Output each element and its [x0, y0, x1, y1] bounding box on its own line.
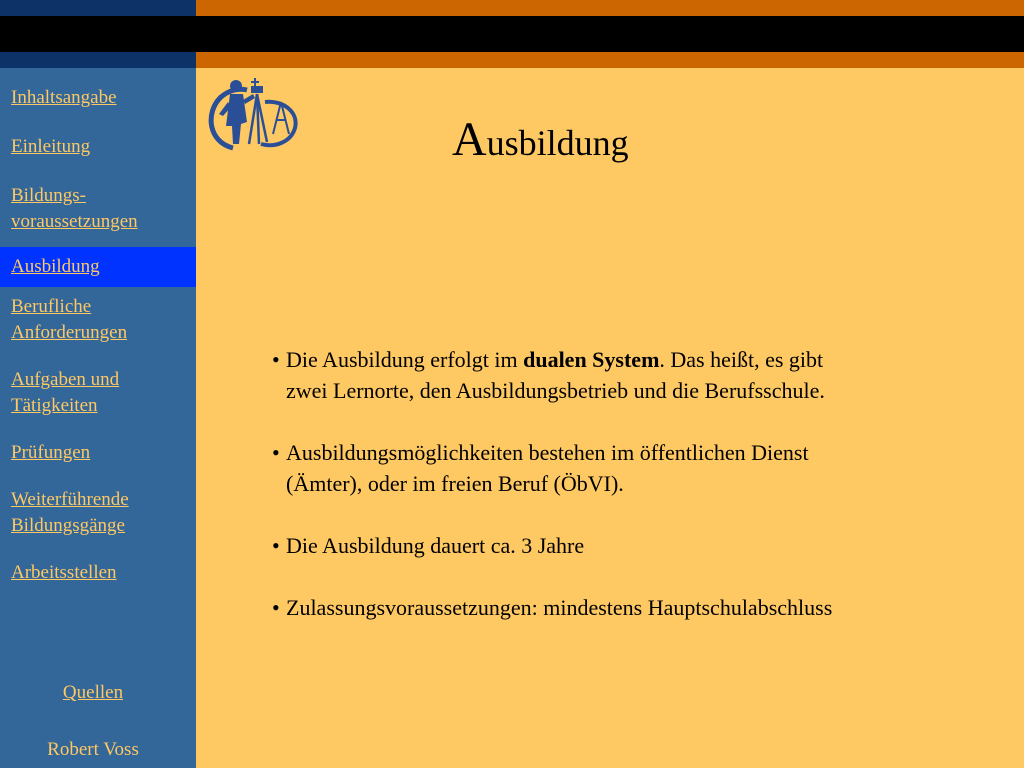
- sidebar-item-aufgaben-und-taetigkeiten[interactable]: [0, 367, 196, 419]
- sidebar-item-berufliche-anforderungen[interactable]: [0, 294, 196, 346]
- bullet-text: . Das heißt, es gibt: [659, 347, 824, 372]
- bullet-line: Die Ausbildung dauert ca. 3 Jahre: [286, 533, 585, 558]
- sidebar-item-label-line2: Anforderungen: [11, 322, 128, 343]
- bullet-line-2: (Ämter), oder im freien Beruf (ÖbVI).: [286, 471, 624, 496]
- bullet-marker: •: [272, 595, 280, 620]
- header-bar-left: [0, 0, 196, 16]
- bullet-line: Ausbildungsmöglichkeiten bestehen im öffentlichen Dienst: [286, 440, 809, 465]
- sources-link[interactable]: Quellen: [62, 682, 124, 703]
- sidebar-item-label-line1: Aufgaben und: [11, 369, 120, 390]
- page-title: [452, 112, 629, 167]
- sidebar-item-label-line2: Tätigkeiten: [11, 395, 98, 416]
- bullet-item: [272, 344, 972, 406]
- surveyor-with-theodolite-icon: [203, 72, 303, 158]
- bullet-marker: •: [272, 533, 280, 558]
- sidebar-item-label-line2: Bildungsgänge: [11, 515, 125, 536]
- sidebar-item-weiterfuehrende-bildungsgaenge[interactable]: [0, 487, 196, 539]
- sidebar-item-label-line2: voraussetzungen: [11, 211, 138, 232]
- subheader-bar-left: [0, 52, 196, 68]
- sidebar-item-pruefungen[interactable]: Prüfungen: [11, 442, 91, 463]
- content-bullet-list: [272, 344, 972, 654]
- bullet-item: [272, 530, 972, 561]
- bullet-line: Zulassungsvoraussetzungen: mindestens Hauptschulabschluss: [286, 595, 833, 620]
- page-title-initial: A: [452, 113, 487, 166]
- bullet-line: [286, 344, 972, 375]
- bullet-bold-text: dualen System: [523, 347, 660, 372]
- bullet-item: [272, 592, 972, 623]
- header-bar-right: [196, 0, 1024, 16]
- sidebar-item-einleitung[interactable]: Einleitung: [11, 136, 91, 157]
- author-name: Robert Voss: [47, 739, 139, 760]
- sidebar-item-label-line1: Weiterführende: [11, 489, 129, 510]
- bullet-item: [272, 437, 972, 499]
- sidebar-item-bildungsvoraussetzungen[interactable]: [0, 183, 196, 235]
- sidebar-item-inhaltsangabe[interactable]: Inhaltsangabe: [11, 87, 117, 108]
- sidebar-item-arbeitsstellen[interactable]: Arbeitsstellen: [11, 562, 117, 583]
- header-black-band: [0, 16, 1024, 52]
- bullet-line-2: zwei Lernorte, den Ausbildungsbetrieb und die Berufsschule.: [286, 378, 825, 403]
- sidebar-item-label-line1: Berufliche: [11, 296, 92, 317]
- bullet-marker: •: [272, 347, 280, 372]
- sidebar-item-label-line1: Bildungs-: [11, 185, 86, 206]
- subheader-bar-right: [196, 52, 1024, 68]
- sidebar-item-ausbildung[interactable]: Ausbildung: [0, 247, 196, 287]
- bullet-text: Die Ausbildung erfolgt im: [286, 347, 524, 372]
- sidebar-nav: [0, 68, 196, 768]
- page-title-rest: usbildung: [486, 123, 629, 163]
- bullet-marker: •: [272, 440, 280, 465]
